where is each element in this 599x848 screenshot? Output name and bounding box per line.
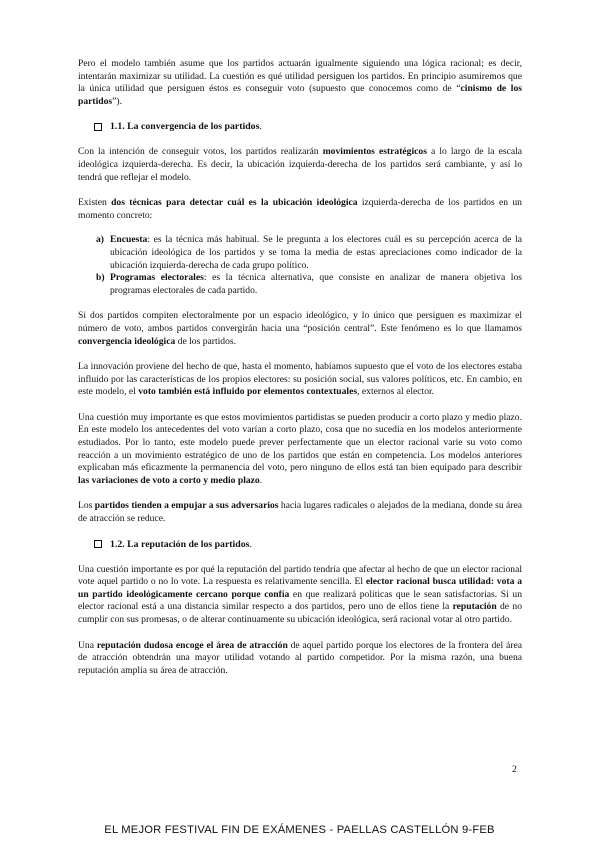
text-run: : es la técnica alternativa, que consiste en analizar de manera objetiva los programas electorales de cada partido. bbox=[110, 272, 522, 296]
document-body bbox=[78, 58, 522, 690]
list-item bbox=[96, 272, 522, 297]
bold-term: voto también está influido por elementos contextuales bbox=[138, 386, 358, 398]
bold-term: las variaciones de voto a corto y medio plazo bbox=[78, 474, 260, 486]
checkbox-bullet-icon bbox=[94, 123, 102, 131]
paragraph-reputation-importance bbox=[78, 564, 522, 627]
text-run: Si dos partidos compiten electoralmente por un espacio ideológico, y lo único que persiguen es maximizar el número de voto, ambos partidos convergirán hacia una “posición central”. Este fenómeno es lo que llamamos bbox=[78, 310, 522, 334]
text-run: La innovación proviene del hecho de que, hasta el momento, habíamos supuesto que el voto de los electores estaba influido por las características de los propios electores: su posición social, sus valores políticos, etc. En cambio, en este modelo, el bbox=[78, 361, 522, 398]
paragraph-two-techniques bbox=[78, 197, 522, 222]
text-run: Una cuestión muy importante es que estos movimientos partidistas se pueden producir a corto plazo y medio plazo. En este modelo los antecedentes del voto varían a corto plazo, cosa que no sucedía en los modelos anteriormente estudiados. Por lo tanto, este modelo puede prever perfectamente que un elector racional varíe su voto como reacción a un movimiento estratégico de uno de los partidos que están en competencia. Los modelos anteriores explicaban más eficazmente la permanencia del voto, pero ninguno de ellos está tan bien equipado para describir bbox=[78, 411, 522, 474]
bold-term: elector racional busca utilidad: vota a un partido ideológicamente cercano porque confía bbox=[78, 576, 522, 600]
list-marker: a) bbox=[96, 234, 104, 246]
text-run: Pero el modelo también asume que los partidos actuarán igualmente siguiendo una lógica racional; es decir, intentarán maximizar su utilidad. La cuestión es qué utilidad persiguen los partidos. En principio asumiremos que la única utilidad que persiguen éstos es conseguir voto (supuesto que conocemos como de “ bbox=[78, 58, 522, 95]
bold-term: cinismo de los partidos bbox=[78, 83, 522, 107]
bold-term: Encuesta bbox=[110, 234, 148, 246]
list-item-body bbox=[110, 234, 522, 272]
heading-label: 1.1. La convergencia de los partidos bbox=[110, 121, 260, 133]
paragraph-push-adversaries bbox=[78, 500, 522, 525]
paragraph-strategic-movements bbox=[78, 146, 522, 184]
text-run: de no cumplir con sus promesas, o de alterar continuamente su ubicación ideológica, será racional votar al otro partido. bbox=[78, 601, 522, 625]
text-run: Una bbox=[78, 639, 97, 651]
bold-term: convergencia ideológica bbox=[78, 335, 176, 347]
text-run: hacia lugares radicales o alejados de la mediana, donde su área de atracción se reduce. bbox=[78, 500, 523, 525]
heading-period: . bbox=[249, 538, 252, 550]
text-run: , externos al elector. bbox=[357, 386, 435, 398]
bold-term: reputación dudosa encoge el área de atracción bbox=[96, 639, 288, 651]
paragraph-short-medium-term bbox=[78, 412, 522, 488]
text-run: Los bbox=[78, 500, 95, 512]
text-run: en que realizará políticas que le sean satisfactorias. Si un elector racional está a una distancia similar respecto a dos partidos, pero uno de ellos tiene la bbox=[78, 588, 522, 613]
bold-term: reputación bbox=[452, 601, 497, 613]
text-run: Una cuestión importante es por qué la reputación del partido tendría que afectar al hecho de que un elector racional vote aquel partido o no lo vote. La respuesta es relativamente sencilla. El bbox=[78, 563, 522, 588]
techniques-list bbox=[78, 234, 522, 297]
heading-period: . bbox=[259, 121, 262, 133]
text-run: de aquel partido porque los electores de la frontera del área de atracción obtendrán una mayor utilidad votando al partido competidor. Por la misma razón, una buena reputación amplía su área de atracción. bbox=[78, 639, 522, 676]
bold-term: movimientos estratégicos bbox=[322, 146, 427, 158]
checkbox-bullet-icon bbox=[94, 540, 102, 548]
text-run: Existen bbox=[78, 197, 112, 209]
section-heading-reputation bbox=[94, 539, 522, 550]
bold-term: partidos tienden a empujar a sus adversarios bbox=[94, 500, 279, 512]
paragraph-innovation bbox=[78, 361, 522, 399]
text-run: Con la intención de conseguir votos, los partidos realizarán bbox=[78, 146, 323, 158]
text-run: de los partidos. bbox=[175, 335, 237, 347]
section-heading-convergence bbox=[94, 121, 522, 132]
text-run: a lo largo de la escala ideológica izquierda-derecha. Es decir, la ubicación izquierda-derecha de los partidos será cambiante, y así lo tendrá que reflejar el modelo. bbox=[78, 146, 523, 183]
list-item-body bbox=[110, 272, 522, 297]
paragraph-model-rationality bbox=[78, 58, 522, 108]
bold-term: dos técnicas para detectar cuál es la ubicación ideológica bbox=[111, 197, 358, 209]
list-item bbox=[96, 234, 522, 272]
page-number: 2 bbox=[512, 764, 517, 775]
text-run: . bbox=[259, 474, 263, 486]
footer-banner: EL MEJOR FESTIVAL FIN DE EXÁMENES - PAELLAS CASTELLÓN 9-FEB bbox=[104, 824, 495, 836]
paragraph-ideological-convergence bbox=[78, 310, 522, 348]
heading-label: 1.2. La reputación de los partidos bbox=[110, 538, 250, 550]
text-run: : es la técnica más habitual. Se le pregunta a los electores cuál es su percepción acerca de la ubicación ideológica de los partidos y se toma la media de estas apreciaciones como indicador de la ubicación izquierda-derecha de cada grupo político. bbox=[110, 234, 522, 271]
paragraph-dubious-reputation bbox=[78, 640, 522, 678]
list-marker: b) bbox=[96, 272, 105, 284]
text-run: ”). bbox=[112, 95, 122, 107]
bold-term: Programas electorales bbox=[110, 272, 204, 284]
text-run: izquierda-derecha de los partidos en un momento concreto: bbox=[78, 197, 522, 221]
